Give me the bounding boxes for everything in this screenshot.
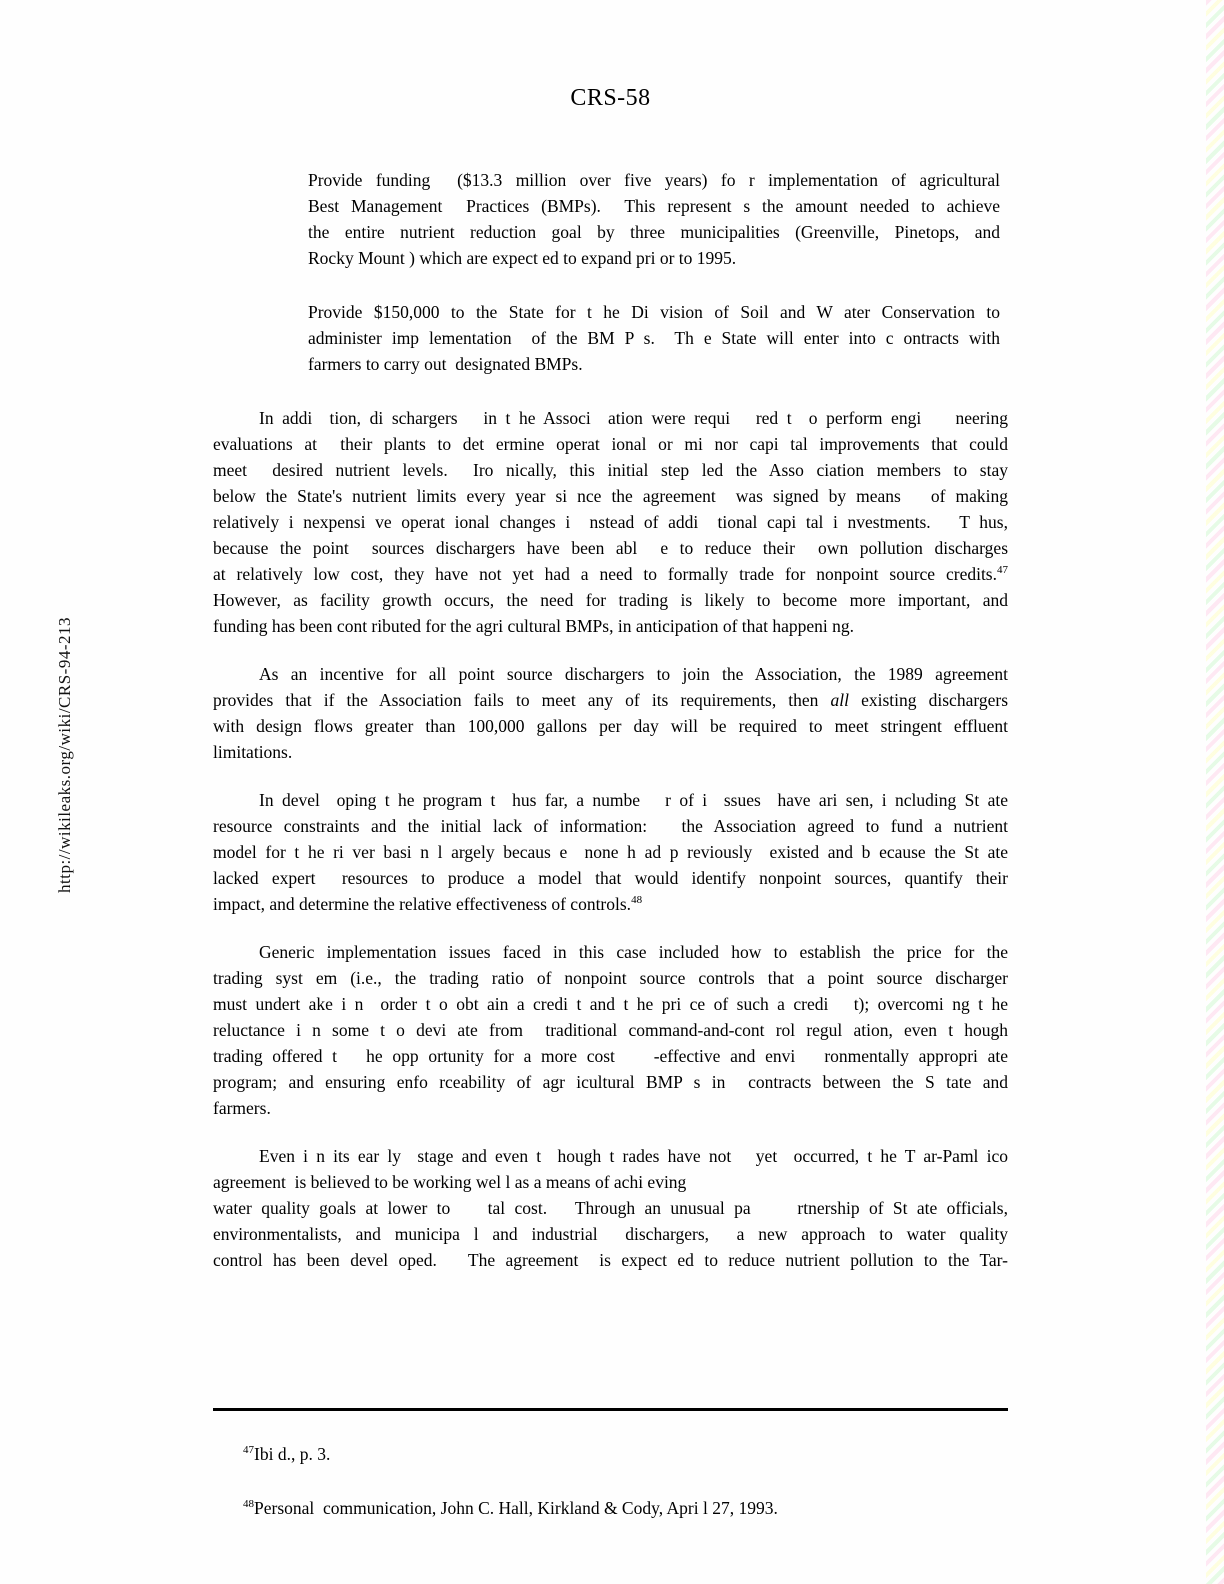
text-segment: reluctance i n some t o devi ate from traditional command-and-cont rol regul ation, even t hough bbox=[213, 1020, 1008, 1040]
text-line bbox=[308, 351, 1000, 377]
text-segment: because the point sources dischargers have been abl e to reduce their own pollution discharges bbox=[213, 538, 1008, 558]
footnote-separator-rule bbox=[213, 1408, 1008, 1411]
text-line bbox=[213, 1195, 1008, 1221]
text-line bbox=[213, 509, 1008, 535]
body-paragraph bbox=[213, 1143, 1008, 1273]
text-segment: farmers. bbox=[213, 1098, 271, 1118]
blockquote-paragraph bbox=[308, 299, 1000, 377]
text-segment: In addi tion, di schargers in t he Associ ation were requi red t o perform engi neering bbox=[259, 408, 1008, 428]
text-line bbox=[213, 535, 1008, 561]
text-segment: provides that if the Association fails to meet any of its requirements, then bbox=[213, 690, 831, 710]
text-segment: limitations. bbox=[213, 742, 293, 762]
text-line bbox=[213, 713, 1008, 739]
footnote-reference: 47 bbox=[997, 564, 1008, 577]
text-line bbox=[213, 457, 1008, 483]
text-segment: the entire nutrient reduction goal by three municipalities (Greenville, Pinetops, and bbox=[308, 222, 1000, 242]
body-paragraph bbox=[213, 939, 1008, 1121]
text-segment: at relatively low cost, they have not yet had a need to formally trade for nonpoint source credits. bbox=[213, 564, 997, 584]
text-line bbox=[213, 865, 1008, 891]
text-line bbox=[213, 587, 1008, 613]
text-line bbox=[213, 813, 1008, 839]
footnote-area bbox=[213, 1408, 1008, 1549]
text-line bbox=[213, 839, 1008, 865]
text-segment: agreement is believed to be working wel l as a means of achi eving bbox=[213, 1172, 687, 1192]
text-line bbox=[213, 991, 1008, 1017]
text-segment: As an incentive for all point source dischargers to join the Association, the 1989 agreement bbox=[259, 664, 1008, 684]
footnote-marker: 48 bbox=[243, 1498, 254, 1511]
body-paragraph bbox=[213, 787, 1008, 917]
page-body-column bbox=[213, 0, 1008, 1273]
body-paragraph bbox=[213, 405, 1008, 639]
text-segment: resource constraints and the initial lack of information: the Association agreed to fund a nutrient bbox=[213, 816, 1008, 836]
page-number-header: CRS-58 bbox=[570, 85, 651, 111]
text-line bbox=[213, 687, 1008, 713]
text-segment: existing dischargers bbox=[849, 690, 1009, 710]
text-segment: Even i n its ear ly stage and even t hough t rades have not yet occurred, t he T ar-Paml ico bbox=[259, 1146, 1008, 1166]
text-segment: administer imp lementation of the BM P s. Th e State will enter into c ontracts with bbox=[308, 328, 1000, 348]
text-line bbox=[213, 661, 1008, 687]
text-segment: Generic implementation issues faced in this case included how to establish the price for the bbox=[259, 942, 1008, 962]
text-line bbox=[213, 1095, 1008, 1121]
text-line bbox=[213, 1169, 1008, 1195]
text-segment: with design flows greater than 100,000 gallons per day will be required to meet stringent effluent bbox=[213, 716, 1008, 736]
footnote bbox=[213, 1441, 1008, 1467]
text-segment: funding has been cont ributed for the agri cultural BMPs, in anticipation of that happeni ng. bbox=[213, 616, 855, 636]
text-line bbox=[213, 1143, 1008, 1169]
text-line bbox=[308, 245, 1000, 271]
text-line bbox=[213, 431, 1008, 457]
text-segment: Provide funding ($13.3 million over five years) fo r implementation of agricultural bbox=[308, 170, 1000, 190]
footnote-text: Personal communication, John C. Hall, Kirkland & Cody, Apri l 27, 1993. bbox=[254, 1498, 778, 1518]
text-segment: program; and ensuring enfo rceability of agr icultural BMP s in contracts between the S tate and bbox=[213, 1072, 1008, 1092]
text-segment: below the State's nutrient limits every year si nce the agreement was signed by means of making bbox=[213, 486, 1008, 506]
text-segment: must undert ake i n order t o obt ain a credi t and t he pri ce of such a credi t); overcomi ng t he bbox=[213, 994, 1008, 1014]
text-line bbox=[308, 193, 1000, 219]
text-line bbox=[213, 405, 1008, 431]
text-segment: control has been devel oped. The agreement is expect ed to reduce nutrient pollution to the Tar- bbox=[213, 1250, 1008, 1270]
text-segment: relatively i nexpensi ve operat ional changes i nstead of addi tional capi tal i nvestments. T hus, bbox=[213, 512, 1008, 532]
footnote-reference: 48 bbox=[631, 894, 643, 907]
edge-watermark-pattern bbox=[1206, 0, 1224, 1584]
text-line bbox=[213, 613, 1008, 639]
text-line bbox=[213, 787, 1008, 813]
text-segment: However, as facility growth occurs, the need for trading is likely to become more important, and bbox=[213, 590, 1008, 610]
text-segment: evaluations at their plants to det ermine operat ional or mi nor capi tal improvements that could bbox=[213, 434, 1008, 454]
text-segment: trading offered t he opp ortunity for a more cost -effective and envi ronmentally appropri ate bbox=[213, 1046, 1008, 1066]
text-line bbox=[308, 219, 1000, 245]
text-segment: model for t he ri ver basi n l argely becaus e none h ad p reviously existed and b ecause the St ate bbox=[213, 842, 1008, 862]
emphasized-text: all bbox=[830, 690, 850, 710]
text-segment: lacked expert resources to produce a model that would identify nonpoint sources, quantify their bbox=[213, 868, 1008, 888]
text-line bbox=[213, 1221, 1008, 1247]
text-segment: In devel oping t he program t hus far, a numbe r of i ssues have ari sen, i ncluding St ate bbox=[259, 790, 1008, 810]
text-line bbox=[213, 965, 1008, 991]
text-segment: Provide $150,000 to the State for t he Di vision of Soil and W ater Conservation to bbox=[308, 302, 1000, 322]
text-segment: environmentalists, and municipa l and industrial dischargers, a new approach to water quality bbox=[213, 1224, 1008, 1244]
document-content bbox=[213, 167, 1008, 1273]
text-line bbox=[213, 1043, 1008, 1069]
text-line bbox=[213, 1069, 1008, 1095]
footnote-list bbox=[213, 1441, 1008, 1521]
text-line bbox=[308, 167, 1000, 193]
text-line bbox=[308, 299, 1000, 325]
text-line bbox=[213, 561, 1008, 587]
wikileaks-source-url: http://wikileaks.org/wiki/CRS-94-213 bbox=[55, 617, 74, 893]
text-line bbox=[213, 939, 1008, 965]
text-segment: water quality goals at lower to tal cost. Through an unusual pa rtnership of St ate officials, bbox=[213, 1198, 1008, 1218]
text-line bbox=[213, 739, 1008, 765]
text-line bbox=[213, 1017, 1008, 1043]
text-segment: meet desired nutrient levels. Iro nically, this initial step led the Asso ciation members to stay bbox=[213, 460, 1008, 480]
text-line bbox=[213, 483, 1008, 509]
text-segment: Rocky Mount ) which are expect ed to expand pri or to 1995. bbox=[308, 248, 737, 268]
text-line bbox=[308, 325, 1000, 351]
text-segment: Best Management Practices (BMPs). This represent s the amount needed to achieve bbox=[308, 196, 1000, 216]
body-paragraph bbox=[213, 661, 1008, 765]
footnote bbox=[213, 1495, 1008, 1521]
text-segment: farmers to carry out designated BMPs. bbox=[308, 354, 583, 374]
text-line bbox=[213, 891, 1008, 917]
blockquote-paragraph bbox=[308, 167, 1000, 271]
footnote-text: Ibi d., p. 3. bbox=[254, 1444, 331, 1464]
footnote-marker: 47 bbox=[243, 1444, 254, 1457]
text-segment: impact, and determine the relative effectiveness of controls. bbox=[213, 894, 632, 914]
text-line bbox=[213, 1247, 1008, 1273]
text-segment: trading syst em (i.e., the trading ratio of nonpoint source controls that a point source discharger bbox=[213, 968, 1008, 988]
